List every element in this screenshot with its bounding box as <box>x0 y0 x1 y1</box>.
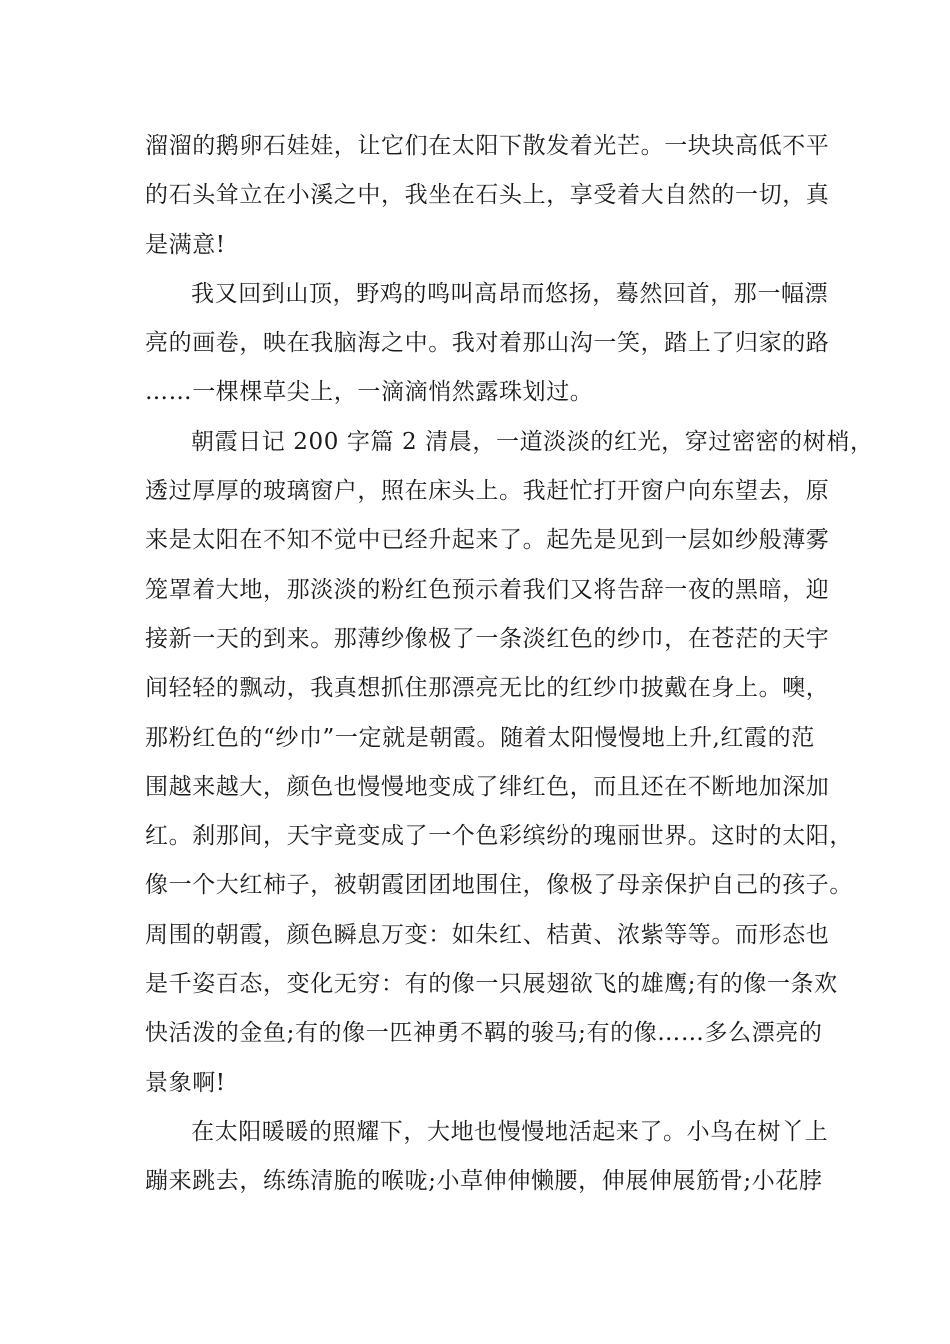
text-line: 景象啊! <box>145 1069 226 1096</box>
text-line: 亮的画卷，映在我脑海之中。我对着那山沟一笑，踏上了归家的路 <box>145 330 830 357</box>
text-line: 快活泼的金鱼;有的像一匹神勇不羁的骏马;有的像……多么漂亮的 <box>145 1020 823 1047</box>
text-line: 笼罩着大地，那淡淡的粉红色预示着我们又将告辞一夜的黑暗，迎 <box>145 576 830 603</box>
text-line: 蹦来跳去，练练清脆的喉咙;小草伸伸懒腰，伸展伸展筋骨;小花脖 <box>145 1168 823 1195</box>
text-line: ……一棵棵草尖上，一滴滴悄然露珠划过。 <box>145 379 594 406</box>
paragraph <box>145 270 830 418</box>
text-line: 像一个大红柿子，被朝霞团团地围住，像极了母亲保护自己的孩子。 <box>145 872 853 899</box>
text-line: 围越来越大，颜色也慢慢地变成了绯红色，而且还在不断地加深加 <box>145 773 830 800</box>
text-line: 来是太阳在不知不觉中已经升起来了。起先是见到一层如纱般薄雾 <box>145 527 830 554</box>
text-line: 透过厚厚的玻璃窗户，照在床头上。我赶忙打开窗户向东望去，原 <box>145 478 830 505</box>
text-line: 我又回到山顶，野鸡的鸣叫高昂而悠扬，蓦然回首，那一幅漂 <box>191 280 829 307</box>
text-line: 是满意! <box>145 231 226 258</box>
paragraph <box>145 1108 829 1207</box>
text-line: 朝霞日记 200 字篇 2 清晨，一道淡淡的红光，穿过密密的树梢， <box>191 428 874 455</box>
text-line: 红。刹那间，天宇竟变成了一个色彩缤纷的瑰丽世界。这时的太阳， <box>145 823 853 850</box>
text-line: 溜溜的鹅卵石娃娃，让它们在太阳下散发着光芒。一块块高低不平 <box>145 133 830 159</box>
text-line: 那粉红色的“纱巾”一定就是朝霞。随着太阳慢慢地上升,红霞的范 <box>145 724 815 751</box>
document-body <box>145 122 874 1207</box>
text-line: 在太阳暖暖的照耀下，大地也慢慢地活起来了。小鸟在树丫上 <box>191 1118 829 1145</box>
text-line: 是千姿百态，变化无穷：有的像一只展翅欲飞的雄鹰;有的像一条欢 <box>145 971 838 998</box>
text-line: 的石头耸立在小溪之中，我坐在石头上，享受着大自然的一切，真 <box>145 182 830 209</box>
text-line: 接新一天的到来。那薄纱像极了一条淡红色的纱巾，在苍茫的天宇 <box>145 625 830 652</box>
paragraph <box>145 418 874 1108</box>
paragraph <box>145 122 830 270</box>
text-line: 周围的朝霞，颜色瞬息万变：如朱红、桔黄、浓紫等等。而形态也 <box>145 921 830 948</box>
text-line: 间轻轻的飘动，我真想抓住那漂亮无比的红纱巾披戴在身上。噢， <box>145 675 830 702</box>
